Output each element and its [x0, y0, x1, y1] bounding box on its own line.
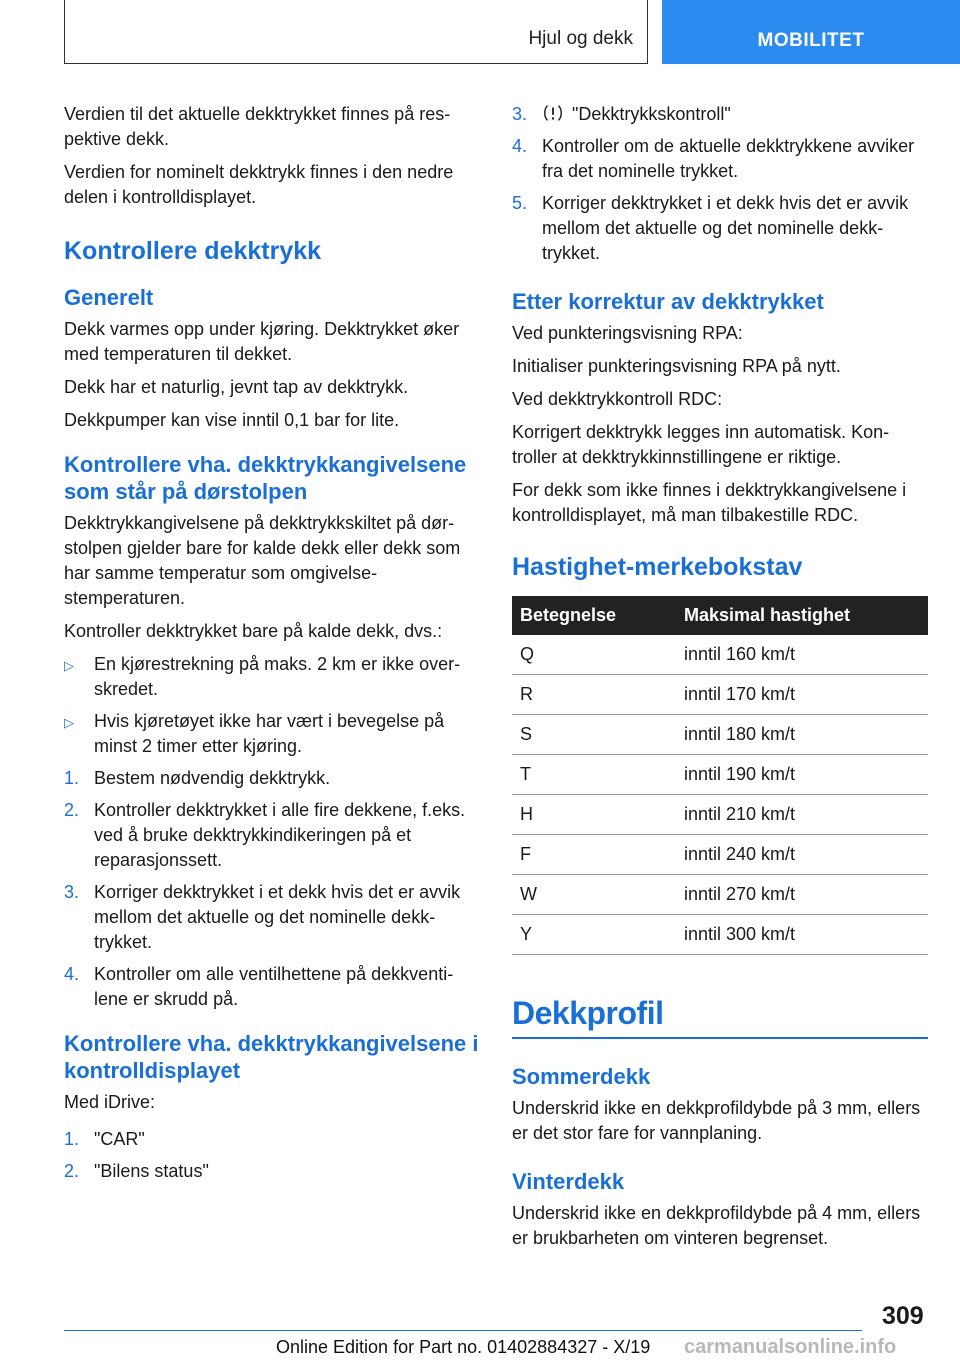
step-number: 1. — [64, 768, 80, 788]
step-number: 5. — [512, 193, 528, 213]
paragraph: Kontroller dekktrykket bare på kalde dekk, dvs.: — [64, 621, 443, 641]
table-row — [512, 795, 928, 835]
step-item — [64, 1127, 480, 1152]
heading-etter-korrektur: Etter korrektur av dekktrykket — [512, 289, 824, 314]
step-text: Korriger dekktrykket i et dekk hvis det er avvik mellom det aktuelle og det nominelle dekktrykket. — [542, 193, 909, 263]
step-number: 1. — [64, 1129, 80, 1149]
table-header-row — [512, 596, 928, 635]
table-cell: T — [512, 755, 676, 795]
step-text: "Bilens status" — [94, 1161, 209, 1181]
paragraph: Dekk varmes opp under kjøring. Dekktrykket øker med temperaturen til dekket. — [64, 319, 460, 364]
footer-edition-text: Online Edition for Part no. 01402884327 - X/19 — [276, 1337, 651, 1357]
list-item — [64, 709, 480, 759]
step-item — [64, 766, 480, 791]
heading-dekkprofil: Dekkprofil — [512, 995, 664, 1031]
paragraph: Underskrid ikke en dekkprofildybde på 3 mm, ellers er det stor fare for vannplaning. — [512, 1098, 921, 1143]
step-text: Korriger dekktrykket i et dekk hvis det er avvik mellom det aktuelle og det nominelle dekktrykket. — [94, 882, 461, 952]
step-item — [64, 1159, 480, 1184]
heading-kontrollere-dekktrykk: Kontrollere dekktrykk — [64, 237, 322, 265]
table-cell: inntil 300 km/t — [676, 915, 928, 955]
table-cell: inntil 170 km/t — [676, 675, 928, 715]
table-row — [512, 835, 928, 875]
paragraph: For dekk som ikke finnes i dekktrykkangivelsene i kontrolldisplayet, må man tilbakestille RDC. — [512, 480, 907, 525]
table-row — [512, 715, 928, 755]
table-cell: R — [512, 675, 676, 715]
header-section-title: Hjul og dekk — [528, 28, 633, 49]
table-header-cell: Maksimal hastighet — [676, 596, 928, 635]
table-row — [512, 915, 928, 955]
table-cell: inntil 160 km/t — [676, 635, 928, 675]
triangle-bullet-icon: ▷ — [64, 715, 74, 730]
step-text: Kontroller om alle ventilhettene på dekkventilene er skrudd på. — [94, 964, 454, 1009]
table-cell: inntil 210 km/t — [676, 795, 928, 835]
step-item — [64, 962, 480, 1012]
watermark-logo[interactable]: carmanualsonline.info — [684, 1336, 897, 1358]
list-item-text: Hvis kjøretøyet ikke har vært i bevegelse på minst 2 timer etter kjøring. — [94, 711, 445, 756]
step-text-wrap — [542, 102, 928, 127]
heading-dorstolpen: Kontrollere vha. dekktrykkangivelsene som står på dørstolpen — [64, 452, 467, 504]
table-header-cell: Betegnelse — [512, 596, 676, 635]
footer-divider — [64, 1330, 862, 1331]
table-cell: inntil 190 km/t — [676, 755, 928, 795]
table-cell: H — [512, 795, 676, 835]
step-number: 4. — [64, 964, 80, 984]
table-cell: S — [512, 715, 676, 755]
step-number: 3. — [64, 882, 80, 902]
header-box — [64, 0, 648, 64]
list-item — [64, 652, 480, 702]
paragraph: Dekktrykkangivelsene på dekktrykkskiltet på dørstolpen gjelder bare for kalde dekk eller dekk som har samme temperatur som omgivelsestemperaturen. — [64, 513, 461, 608]
paragraph: Underskrid ikke en dekkprofildybde på 4 mm, ellers er brukbarheten om vinteren begrenset. — [512, 1203, 921, 1248]
table-cell: inntil 270 km/t — [676, 875, 928, 915]
left-column — [64, 102, 480, 1191]
paragraph: Verdien for nominelt dekktrykk finnes i den nedre delen i kontrolldisplayet. — [64, 162, 454, 207]
step-text: Bestem nødvendig dekktrykk. — [94, 768, 331, 788]
heading-sommerdekk: Sommerdekk — [512, 1064, 651, 1089]
table-row — [512, 875, 928, 915]
step-text: "CAR" — [94, 1129, 145, 1149]
list-item-text: En kjørestrekning på maks. 2 km er ikke overskredet. — [94, 654, 461, 699]
table-cell: W — [512, 875, 676, 915]
table-cell: Q — [512, 635, 676, 675]
heading-generelt: Generelt — [64, 285, 154, 310]
heading-kontrolldisplayet: Kontrollere vha. dekktrykkangivelsene i kontrolldisplayet — [64, 1031, 479, 1083]
table-cell: inntil 240 km/t — [676, 835, 928, 875]
step-item — [64, 880, 480, 955]
paragraph: Med iDrive: — [64, 1092, 156, 1112]
paragraph: Initialiser punkteringsvisning RPA på nytt. — [512, 356, 841, 376]
table-cell: F — [512, 835, 676, 875]
paragraph: Dekk har et naturlig, jevnt tap av dekktrykk. — [64, 377, 409, 397]
triangle-bullet-icon: ▷ — [64, 658, 74, 673]
step-item — [64, 798, 480, 873]
table-row — [512, 635, 928, 675]
step-text: "Dekktrykkskontroll" — [572, 104, 731, 124]
step-item — [512, 191, 928, 266]
heading-vinterdekk: Vinterdekk — [512, 1169, 625, 1194]
tire-pressure-warning-icon — [542, 102, 564, 124]
page-number: 309 — [882, 1302, 924, 1330]
heading-hastighet: Hastighet-merkebokstav — [512, 553, 803, 581]
paragraph: Korrigert dekktrykk legges inn automatisk. Kontroller at dekktrykkinnstillingene er riktige. — [512, 422, 890, 467]
header-chapter-tab[interactable]: MOBILITET — [662, 0, 960, 64]
paragraph: Ved punkteringsvisning RPA: — [512, 323, 743, 343]
dekkprofil-heading-wrap — [512, 993, 928, 1039]
step-item — [512, 134, 928, 184]
speed-rating-table — [512, 596, 928, 955]
step-text: Kontroller om de aktuelle dekktrykkene avviker fra det nominelle trykket. — [542, 136, 915, 181]
paragraph: Dekkpumper kan vise inntil 0,1 bar for lite. — [64, 410, 400, 430]
right-column — [512, 102, 928, 1259]
table-cell: Y — [512, 915, 676, 955]
table-row — [512, 675, 928, 715]
step-number: 4. — [512, 136, 528, 156]
step-text: Kontroller dekktrykket i alle fire dekkene, f.eks. ved å bruke dekktrykkindikeringen på et reparasjonssett. — [94, 800, 466, 870]
step-number: 2. — [64, 800, 80, 820]
table-cell: inntil 180 km/t — [676, 715, 928, 755]
table-row — [512, 755, 928, 795]
paragraph: Verdien til det aktuelle dekktrykket finnes på respektive dekk. — [64, 104, 451, 149]
step-number: 3. — [512, 104, 528, 124]
step-number: 2. — [64, 1161, 80, 1181]
step-item — [512, 102, 928, 127]
paragraph: Ved dekktrykkontroll RDC: — [512, 389, 723, 409]
